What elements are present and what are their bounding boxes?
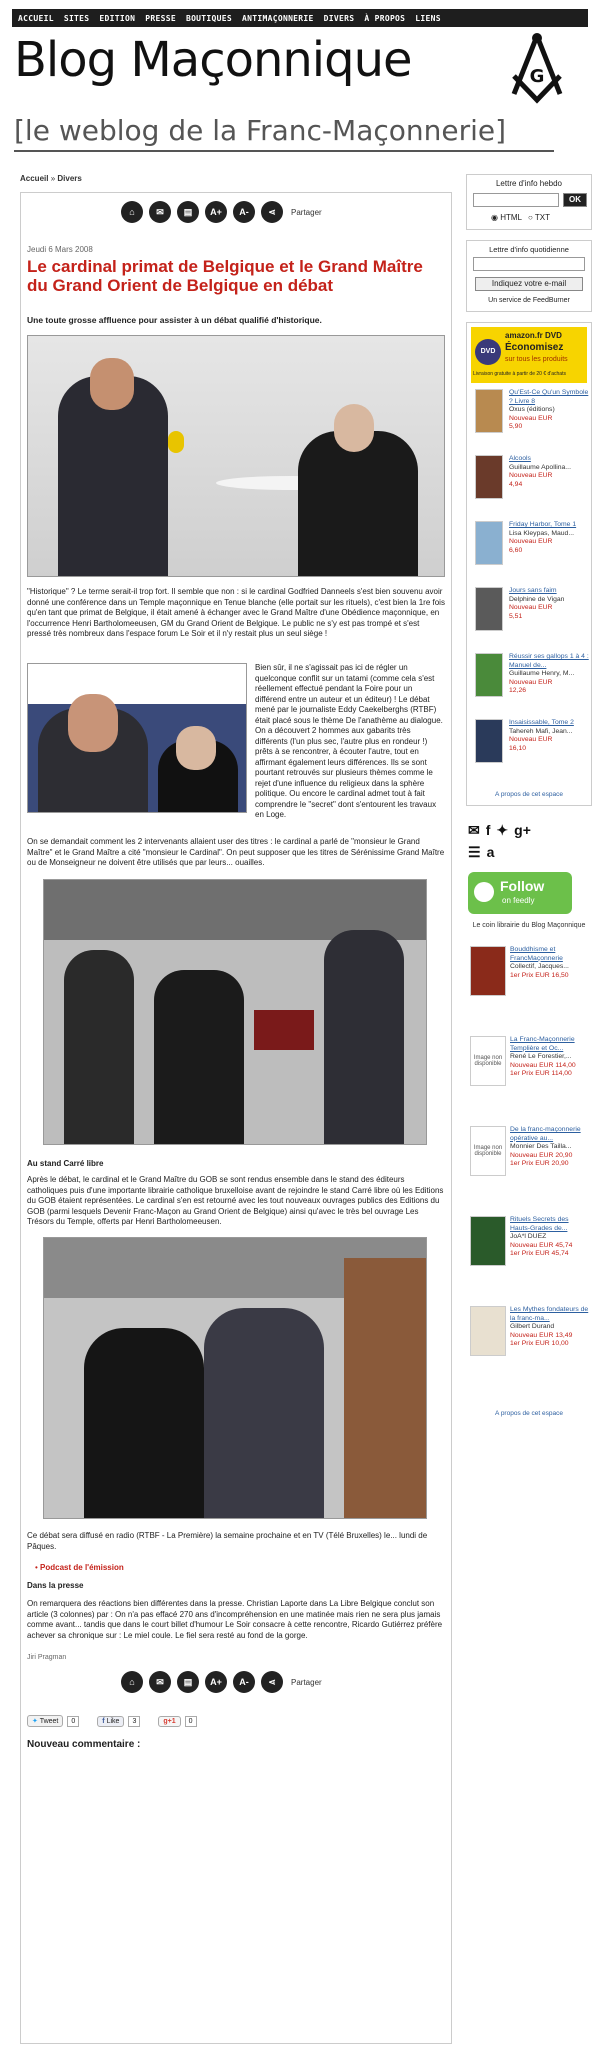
product-thumbnail[interactable]: Image non disponible [470,1036,506,1086]
product-price-label: Nouveau EUR [509,736,553,743]
product-author: Delphine de Vigan [509,595,565,603]
share-bar-top [121,201,322,223]
product-price: 5,90 [509,423,523,430]
product-info [510,1036,590,1079]
product-price: 6,60 [509,546,523,554]
nav-item[interactable]: PRESSE [145,13,176,23]
product-author: Guillaume Henry, M... [509,670,575,677]
podcast-link[interactable]: Podcast de l'émission [40,1563,124,1572]
product-price-label: Nouveau EUR [509,538,553,545]
like-button[interactable]: f Like [97,1716,124,1727]
gplus-icon: g [163,1717,168,1725]
googleplus-icon[interactable]: g+ [514,822,531,838]
amazon-box [466,322,592,806]
amazon-product[interactable] [467,719,589,777]
product-author: Guillaume Apollina... [509,463,571,471]
product-price-label-2: 1er Prix EUR [510,1340,550,1347]
product-info [509,587,589,621]
rss-icon[interactable]: ☰ [468,844,481,860]
shop-about-space-link[interactable]: A propos de cet espace [495,1410,563,1417]
product-price-label-2: 1er Prix EUR [510,1160,550,1167]
twitter-icon: ✦ [32,1718,38,1725]
article-container [20,192,452,2044]
product-price: 45,74 [555,1241,573,1249]
nav-item[interactable]: SITES [63,13,90,23]
product-price-label: Nouveau EUR [509,414,553,422]
product-price-label: Nouveau EUR [510,1241,554,1249]
product-price-label: Nouveau EUR [509,472,553,479]
font-larger-icon[interactable]: A+ [205,201,227,223]
product-thumbnail[interactable]: Image non disponible [470,1126,506,1176]
product-price-label: Nouveau EUR [510,1061,554,1069]
square-compass-logo-icon [508,30,566,112]
breadcrumb-home[interactable]: Accueil [20,174,49,183]
product-thumbnail[interactable] [470,946,506,996]
amazon-product[interactable] [467,455,589,513]
product-price-label: 1er Prix EUR [510,971,550,979]
email-icon[interactable]: ✉ [149,201,171,223]
product-author: Oxus (éditions) [509,406,555,413]
home-icon[interactable]: ⌂ [121,201,143,223]
product-price-label: Nouveau EUR [509,678,553,686]
product-price: 114,00 [555,1061,576,1069]
amazon-product[interactable] [467,587,589,645]
podcast-item [35,1563,124,1574]
social-icons-row-1 [468,822,531,839]
social-counters [27,1715,197,1727]
post-subtitle: Une toute grosse affluence pour assister à un débat qualifié d'historique. [27,315,322,325]
font-smaller-icon[interactable]: A- [233,201,255,223]
product-thumbnail[interactable] [475,719,503,763]
product-info [510,946,590,980]
newsletter-ok-button[interactable]: OK [563,193,587,207]
product-author: Collectif, Jacques... [510,963,569,970]
tweet-button[interactable]: ✦ Tweet [27,1715,63,1727]
daily-email-button[interactable]: Indiquez votre e-mail [475,277,583,291]
product-author: René Le Forestier,... [510,1053,572,1060]
paragraph-3: On se demandait comment les 2 intervenants allaient user des titres : le cardinal a parlé de "monsieur le Grand Maître" et le Grand Maître a cité "monsieur le Cardinal". On peut supposer que les titres de Sérénissime Grand Maître ou de Monseigneur ne doivent être utilisés que par leurs... ouailles. [27,837,445,867]
product-info [509,653,589,696]
font-smaller-icon[interactable]: A- [233,1671,255,1693]
nav-item[interactable]: À PROPOS [364,13,406,23]
product-price: 4,94 [509,480,523,488]
gplus-button[interactable]: g+1 [158,1716,180,1727]
product-title[interactable]: Rituels Secrets des Hauts-Grades de... [510,1216,569,1232]
nav-item[interactable]: BOUTIQUES [185,13,233,23]
paragraph-5: Ce débat sera diffusé en radio (RTBF - La Première) la semaine prochaine et en TV (Télé Bruxelles) le... lundi de Pâques. [27,1531,428,1551]
product-price-2: 10,00 [551,1340,569,1347]
debate-photo-4 [43,1237,427,1519]
like-count: 3 [128,1716,140,1727]
amazon-banner[interactable] [471,327,587,383]
social-icons-row-2 [468,844,494,861]
newsletter-email-input[interactable] [473,193,559,207]
format-options [491,213,550,222]
product-title[interactable]: Bouddhisme et FrancMaçonnerie [510,946,563,962]
product-price-2: 114,00 [551,1070,572,1077]
paragraph-4: Après le débat, le cardinal et le Grand Maître du GOB se sont rendus ensemble dans le stand des éditeurs catholiques puis d'une importante librairie catholique bruxelloise avant de rejoindre le stand Carré libre où les Editions du GOB étaient représentées. Le cardinal s'en est retourné avec les tout nouveaux ouvrages publics des Editions du GOB (parmi lesquels Devenir Franc-Maçon au Grand Orient de Belgique) ainsi qu'avec le très bel ouvrage Les Trésors du Temple, offerts par Henri Bartholomeeusen. [27,1175,444,1226]
print-icon[interactable]: ▤ [177,201,199,223]
product-thumbnail[interactable] [470,1306,506,1356]
product-title[interactable]: Jours sans faim [509,587,557,594]
comment-heading: Nouveau commentaire : [27,1739,141,1750]
nav-item[interactable]: EDITION [99,13,136,23]
product-price: 16,50 [551,971,569,979]
breadcrumb-separator: » [50,174,56,183]
debate-photo-2 [27,663,247,813]
product-title[interactable]: Insaisissable, Tome 2 [509,719,574,726]
email-icon[interactable]: ✉ [468,822,480,838]
font-larger-icon[interactable]: A+ [205,1671,227,1693]
amazon-headline: Économisez [505,342,564,353]
home-icon[interactable]: ⌂ [121,1671,143,1693]
daily-email-input[interactable] [473,257,585,271]
breadcrumb [20,174,82,183]
paragraph-6: On remarquera des réactions bien différentes dans la presse. Christian Laporte dans La Libre Belgique conclut son article (3 colonnes) par : On n'a pas effacé 270 ans d'incompréhension en une matinée mais rien ne sera plus jamais comme avant... tandis que dans le court billet d'humour Le Soir consacre à cette rencontre, Ricardo Gutiérrez préfère achever sa chronique sur : Le miel coule. Le fiel sera resté au fond de la gorge. [27,1599,443,1640]
product-title[interactable]: Friday Harbor, Tome 1 [509,521,577,528]
post-title: Le cardinal primat de Belgique et le Grand Maître du Grand Orient de Belgique en débat [27,257,423,295]
amazon-icon[interactable]: a [486,844,495,860]
nav-item[interactable]: ACCUEIL [18,13,54,23]
debate-photo-1 [27,335,445,577]
tweet-count: 0 [67,1716,79,1727]
tagline-underline [14,150,554,152]
facebook-icon: f [102,1717,105,1725]
shop-product[interactable] [466,1306,588,1390]
share-bar-bottom [121,1671,322,1693]
share-icon[interactable]: ⋖ [261,201,283,223]
about-space-link[interactable]: A propos de cet espace [495,791,563,798]
feedly-follow-button[interactable] [468,872,572,914]
daily-title: Lettre d'info quotidienne [489,245,569,254]
amazon-brand: amazon.fr DVD [505,331,562,340]
top-navigation [12,9,588,27]
product-price-2: 20,90 [551,1160,569,1167]
product-thumbnail[interactable] [475,455,503,499]
heading-stand: Au stand Carré libre [27,1159,104,1168]
product-title[interactable]: De la franc-maçonnerie opérative au... [510,1126,581,1142]
feedburner-credit[interactable]: Un service de FeedBurner [488,297,570,304]
product-price: 13,49 [555,1331,573,1339]
dvd-icon: DVD [475,339,501,365]
product-price-label: Nouveau EUR [510,1331,554,1339]
product-title[interactable]: Les Mythes fondateurs de la franc-ma... [510,1306,589,1322]
product-info [509,719,589,753]
product-thumbnail[interactable] [475,653,503,697]
product-author: Tahereh Mafi, Jean... [509,727,573,735]
feedly-icon [474,882,494,902]
product-info [510,1306,590,1349]
post-date: Jeudi 6 Mars 2008 [27,245,93,254]
shop-product[interactable] [466,1216,588,1300]
nav-item[interactable]: DIVERS [323,13,355,23]
bullet-icon: • [35,1563,38,1572]
share-icon[interactable]: ⋖ [261,1671,283,1693]
newsletter-weekly-box [466,174,592,230]
product-thumbnail[interactable] [470,1216,506,1266]
html-radio[interactable]: ◉ HTML [491,213,522,222]
product-price-label-2: 1er Prix EUR [510,1250,550,1257]
shop-product[interactable] [466,1126,588,1210]
product-info [509,521,589,555]
product-price-label: Nouveau EUR [510,1151,554,1159]
amazon-product[interactable] [467,521,589,579]
debate-photo-3 [43,879,427,1145]
product-info [509,389,589,432]
nav-item[interactable]: LIENS [415,13,441,23]
shop-product[interactable] [466,946,588,1030]
site-title[interactable]: Blog Maçonnique [14,32,412,88]
shop-title: Le coin librairie du Blog Maçonnique [472,922,586,929]
facebook-icon[interactable]: f [485,822,491,838]
product-title[interactable]: Qu'Est-Ce Qu'un Symbole ? Livre 8 [509,389,589,405]
breadcrumb-current[interactable]: Divers [57,174,82,183]
paragraph-2: Bien sûr, il ne s'agissait pas ici de régler un quelconque conflit sur un tatami (comme cela s'est réellement effectué pendant la Foire pour un différend entre un auteur et un éditeur) ! Le débat mené par le journaliste Eddy Caekelberghs (RTBF) était placé sous le thème De l'anathème au dialogue. On a découvert 2 hommes aux gabarits très différents (l'un plus sec, l'autre plus en rondeur !) prêts à se rencontrer, à écouter l'autre, tout en affirmant également leurs différences. Ils se sont pourtant retrouvés sur plusieurs thèmes comme le rejet d'une influence du religieux dans la sphère politique. Ou encore le cardinal admet tout à fait comprendre le "secret" dont s'entourent les travaux en Loge. [255,663,443,819]
newsletter-title: Lettre d'info hebdo [495,179,563,188]
product-author: JoA*l DUEZ [510,1233,547,1240]
svg-text:G: G [529,66,545,87]
email-icon[interactable]: ✉ [149,1671,171,1693]
amazon-product[interactable] [467,653,589,711]
product-price-label: Nouveau EUR [509,604,553,611]
print-icon[interactable]: ▤ [177,1671,199,1693]
product-info [509,455,589,489]
product-price-2: 45,74 [551,1250,569,1257]
amazon-product[interactable] [467,389,589,447]
site-tagline: [le weblog de la Franc-Maçonnerie] [14,114,507,147]
product-title[interactable]: Réussir ses gallops 1 à 4 : Manuel de... [509,653,589,669]
shop-product[interactable] [466,1036,588,1120]
product-price: 16,10 [509,744,527,752]
shop-product-list [466,946,592,1366]
product-author: Lisa Kleypas, Maud... [509,529,574,537]
author: Jiri Pragman [27,1654,67,1661]
product-price: 12,26 [509,687,527,694]
amazon-product-list [467,389,591,789]
share-label[interactable]: Partager [291,1677,322,1687]
product-info [510,1126,590,1169]
product-price: 20,90 [555,1151,573,1159]
share-label[interactable]: Partager [291,207,322,217]
product-thumbnail[interactable] [475,389,503,433]
product-price-label-2: 1er Prix EUR [510,1070,550,1077]
txt-radio[interactable]: ○ TXT [527,213,551,222]
twitter-icon[interactable]: ✦ [496,822,509,838]
heading-press: Dans la presse [27,1581,84,1590]
product-title[interactable]: Alcools [509,455,531,462]
gplus-count: 0 [185,1716,197,1727]
product-thumbnail[interactable] [475,587,503,631]
product-author: Monnier Des Tailla... [510,1143,572,1150]
product-author: Gilbert Durand [510,1323,555,1330]
product-info [510,1216,590,1259]
paragraph-1: "Historique" ? Le terme serait-il trop fort. Il semble que non : si le cardinal Godfried Danneels s'est bien souvenu avoir donné une conférence dans un Temple maçonnique en Tenue blanche (elle portait sur les rituels), c'est bien la 1re fois qu'en tant que primat de Belgique, il était amené à échanger avec le Grand Maître d'une Obédience maçonnique, en l'occurrence Henri Bartholomeeusen, GM du Grand Orient de Belgique. Le public ne s'y est pas trompé et s'est pressé très nombreux dans l'espace forum Le Soir et il n'y restait plus un seul siège ! [27,587,445,638]
on-feedly-label: on feedly [502,896,535,905]
product-price: 5,51 [509,612,523,620]
newsletter-daily-box [466,240,592,312]
product-title[interactable]: La Franc-Maçonnerie Templière et Oc... [510,1036,575,1052]
follow-label: Follow [500,878,545,894]
amazon-small: Livraison gratuite à partir de 20 € d'achats [473,371,566,377]
amazon-sub: sur tous les produits [505,356,568,363]
product-thumbnail[interactable] [475,521,503,565]
nav-item[interactable]: ANTIMAÇONNERIE [242,13,314,23]
